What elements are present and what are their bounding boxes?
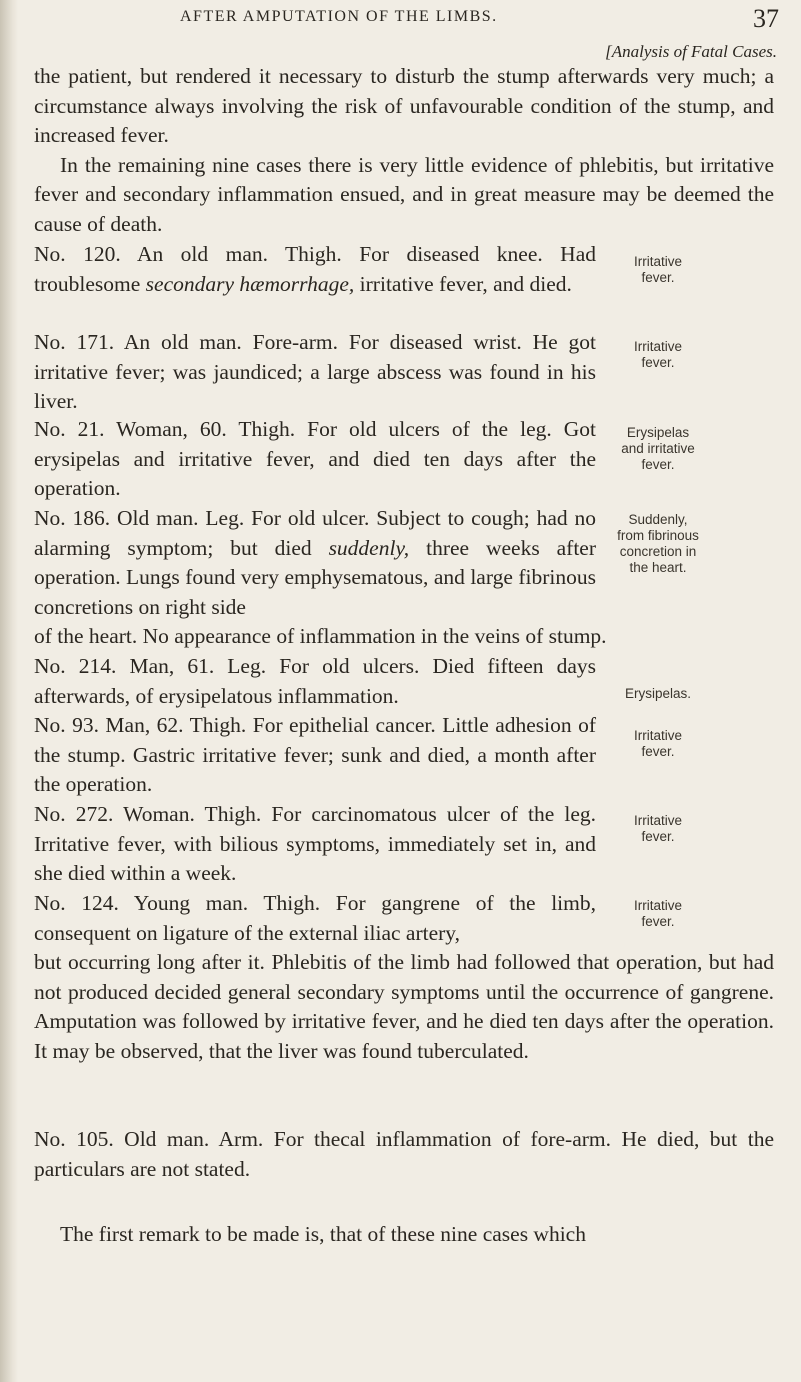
case-171 bbox=[34, 328, 596, 417]
margin-note: Irritative fever. bbox=[633, 813, 682, 844]
case-text: No. 105. Old man. Arm. For thecal inflammation of fore-arm. He died, but the particulars are not stated. bbox=[34, 1127, 774, 1181]
margin-note: Irritative fever. bbox=[633, 254, 682, 285]
running-head: AFTER AMPUTATION OF THE LIMBS. bbox=[180, 8, 498, 25]
case-text: No. 93. Man, 62. Thigh. For epithelial cancer. Little adhesion of the stump. Gastric irritative fever; sunk and died, a month after the operation. bbox=[34, 713, 596, 796]
margin-note: Erysipelas and irritative fever. bbox=[621, 425, 695, 472]
case-120 bbox=[34, 240, 596, 299]
case-186 bbox=[34, 504, 596, 622]
case-text: but occurring long after it. Phlebitis of the limb had followed that operation, but had not produced decided general secondary symptoms until the occurrence of gangrene. Amputation was followed by irritative fever, and he died ten days after the operation. It may be observed, that the liver was found tuberculated. bbox=[34, 950, 774, 1063]
intro-text bbox=[34, 62, 774, 239]
margin-note: Irritative fever. bbox=[633, 898, 682, 929]
intro-paragraph: In the remaining nine cases there is very little evidence of phlebitis, but irritative fever and secondary inflammation ensued, and in great measure may be deemed the cause of death. bbox=[34, 152, 774, 236]
case-text: irritative fever, and died. bbox=[354, 271, 572, 296]
closing-text: The first remark to be made is, that of these nine cases which bbox=[60, 1222, 586, 1246]
page-number: 37 bbox=[753, 4, 779, 33]
case-text: No. 214. Man, 61. Leg. For old ulcers. Died fifteen days afterwards, of erysipelatous inflammation. bbox=[34, 654, 596, 708]
margin-note: Suddenly, from fibrinous concretion in the heart. bbox=[617, 512, 699, 575]
closing-line bbox=[34, 1222, 774, 1247]
case-text: No. 186. Old man. Leg. For old ulcer. Subject to cough; had no alarming symptom; but died bbox=[34, 506, 596, 560]
case-text: No. 120. An old man. Thigh. For diseased knee. Had troublesome bbox=[34, 242, 596, 296]
case-124 bbox=[34, 889, 596, 948]
margin-note: Erysipelas. bbox=[624, 686, 692, 701]
margin-note: Irritative fever. bbox=[633, 728, 682, 759]
case-124-continuation bbox=[34, 948, 774, 1066]
margin-note: Irritative fever. bbox=[633, 339, 682, 370]
intro-continuation: the patient, but rendered it necessary to disturb the stump afterwards very much; a circumstance always involving the risk of unfavourable condition of the stump, and increased fever. bbox=[34, 64, 774, 147]
case-186-continuation bbox=[34, 622, 774, 652]
case-text: No. 124. Young man. Thigh. For gangrene of the limb, consequent on ligature of the external iliac artery, bbox=[34, 891, 596, 945]
page-binding-edge bbox=[0, 0, 18, 1382]
case-272 bbox=[34, 800, 596, 889]
case-214 bbox=[34, 652, 596, 711]
case-text: No. 21. Woman, 60. Thigh. For old ulcers of the leg. Got erysipelas and irritative fever, and died ten days after the operation. bbox=[34, 417, 596, 500]
page-header bbox=[160, 6, 781, 36]
section-title: [Analysis of Fatal Cases. bbox=[605, 42, 777, 61]
case-text: No. 272. Woman. Thigh. For carcinomatous ulcer of the leg. Irritative fever, with bilious symptoms, immediately set in, and she died within a week. bbox=[34, 802, 596, 885]
case-21 bbox=[34, 415, 596, 504]
case-93 bbox=[34, 711, 596, 800]
case-emphasis: secondary hæmorrhage, bbox=[145, 271, 355, 296]
case-105 bbox=[34, 1125, 774, 1184]
case-text: No. 171. An old man. Fore-arm. For diseased wrist. He got irritative fever; was jaundiced; a large abscess was found in his liver. bbox=[34, 330, 596, 413]
case-emphasis: suddenly, bbox=[328, 535, 410, 560]
case-text: three weeks after operation. Lungs found very emphysematous, and large fibrinous concretions on right side bbox=[34, 535, 596, 619]
case-text: of the heart. No appearance of inflammation in the veins of stump. bbox=[34, 624, 607, 648]
